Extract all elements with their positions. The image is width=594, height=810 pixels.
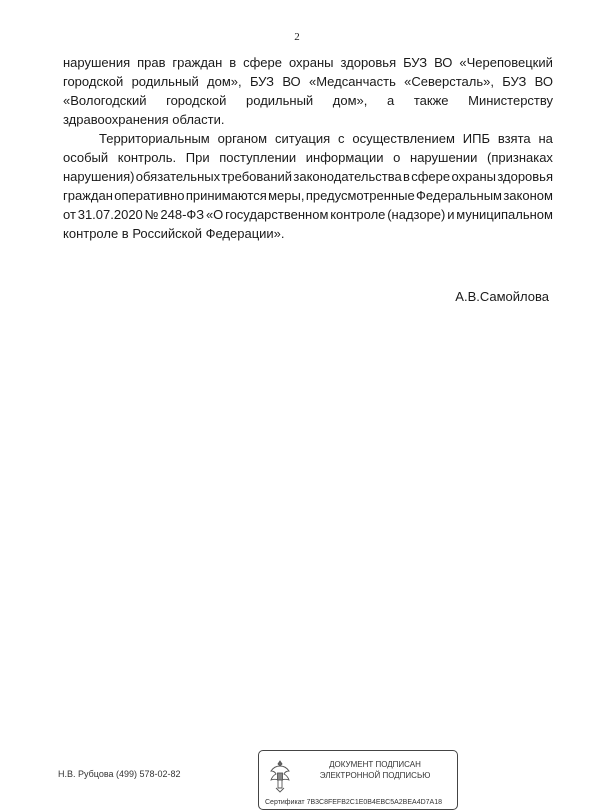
page-number: 2	[294, 31, 300, 43]
word: о	[393, 150, 401, 165]
word: городской	[166, 93, 227, 108]
word: а	[387, 93, 395, 108]
word: сфере	[411, 169, 451, 184]
word: ВО	[434, 55, 453, 70]
word: особый	[63, 150, 109, 165]
word: «О	[205, 207, 224, 222]
text-line	[63, 72, 553, 91]
word: законом	[503, 188, 553, 203]
word: ВО	[282, 74, 301, 89]
word: «Череповецкий	[459, 55, 553, 70]
word: Федеральным	[416, 188, 502, 203]
word: и	[447, 207, 455, 222]
word: обязательных	[135, 169, 221, 184]
word: на	[538, 131, 553, 146]
coat-of-arms-icon	[267, 758, 293, 794]
word: «Медсанчасть	[308, 74, 396, 89]
text-line	[63, 167, 553, 186]
stamp-line-2: ЭЛЕКТРОННОЙ ПОДПИСЬЮ	[319, 771, 431, 780]
paragraph-1	[63, 53, 553, 129]
word: (признаках	[487, 150, 553, 165]
word: государственном	[225, 207, 329, 222]
word: нарушения	[63, 55, 131, 70]
text-line	[63, 91, 553, 110]
stamp-certificate: Сертификат 7B3C8FEFB2C1E0B4EBC5A2BEA4D7A18	[265, 799, 442, 806]
stamp-line-1: ДОКУМЕНТ ПОДПИСАН	[329, 760, 421, 769]
word: с	[338, 131, 345, 146]
word: родильный	[246, 93, 314, 108]
word: ситуация	[274, 131, 331, 146]
word: здоровья	[497, 169, 553, 184]
word: также	[413, 93, 449, 108]
word: оперативно	[114, 188, 185, 203]
word: нарушении	[410, 150, 478, 165]
word: в	[403, 169, 410, 184]
word: БУЗ	[249, 74, 275, 89]
word: нарушения)	[63, 169, 135, 184]
word: дом»,	[207, 74, 242, 89]
word: принимаются	[185, 188, 267, 203]
footer-contact: Н.В. Рубцова (499) 578-02-82	[58, 769, 181, 779]
word: Министерству	[468, 93, 553, 108]
word: граждан	[63, 188, 113, 203]
electronic-signature-stamp	[258, 750, 458, 810]
word: требований	[221, 169, 293, 184]
word: муниципальном	[456, 207, 553, 222]
text-line	[63, 205, 553, 224]
paragraph-2	[63, 129, 553, 243]
word: 248-ФЗ	[160, 207, 205, 222]
text-line: контроле в Российской Федерации».	[63, 226, 285, 241]
word: дом»,	[332, 93, 368, 108]
signature-name: А.В.Самойлова	[455, 289, 549, 304]
word: предусмотренные	[305, 188, 415, 203]
text-line	[63, 186, 553, 205]
word: осуществлением	[352, 131, 455, 146]
word: ВО	[534, 74, 553, 89]
word: охраны	[288, 55, 334, 70]
text-line	[63, 148, 553, 167]
text-line: здравоохранения области.	[63, 112, 225, 127]
word: «Северсталь»,	[404, 74, 494, 89]
text-line	[63, 53, 553, 72]
word: прав	[137, 55, 166, 70]
word: поступлении	[219, 150, 297, 165]
word: меры,	[268, 188, 305, 203]
word: органом	[217, 131, 268, 146]
word: БУЗ	[403, 55, 428, 70]
word: от	[63, 207, 76, 222]
word: ИПБ	[462, 131, 490, 146]
word: в	[229, 55, 237, 70]
word: законодательства	[293, 169, 402, 184]
word: БУЗ	[502, 74, 527, 89]
text-line	[63, 129, 553, 148]
word: граждан	[172, 55, 223, 70]
word: Территориальным	[99, 131, 210, 146]
word: родильный	[131, 74, 199, 89]
word: контроле	[330, 207, 386, 222]
word: городской	[63, 74, 124, 89]
word: контроль.	[117, 150, 177, 165]
word: сфере	[243, 55, 282, 70]
word: При	[185, 150, 210, 165]
word: здоровья	[340, 55, 397, 70]
word: 31.07.2020	[77, 207, 143, 222]
word: охраны	[451, 169, 497, 184]
word: «Вологодский	[63, 93, 147, 108]
word: №	[144, 207, 159, 222]
word: информации	[305, 150, 384, 165]
word: (надзоре)	[387, 207, 446, 222]
word: взята	[497, 131, 531, 146]
